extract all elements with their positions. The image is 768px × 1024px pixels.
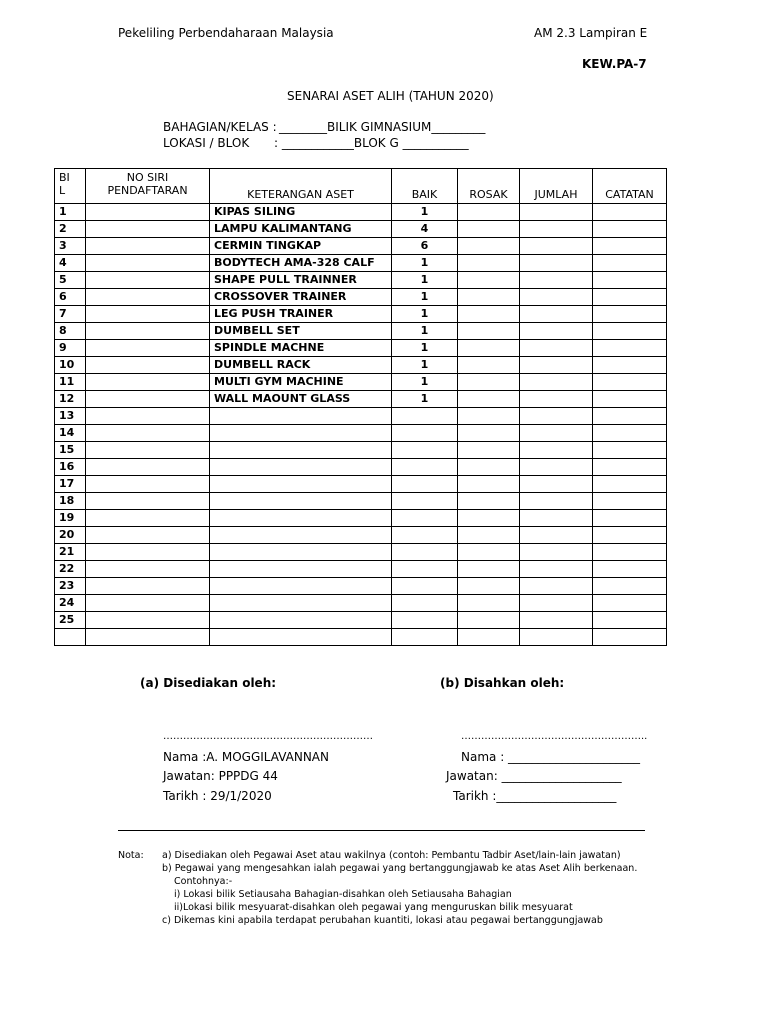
table-row — [55, 255, 667, 272]
cell-rosak — [458, 561, 520, 578]
cell-catatan — [593, 527, 667, 544]
cell-keterangan — [210, 442, 392, 459]
table-row — [55, 510, 667, 527]
cell-baik — [392, 425, 458, 442]
divider-line — [118, 830, 645, 831]
cell-keterangan — [210, 612, 392, 629]
cell-keterangan — [210, 425, 392, 442]
cell-rosak — [458, 374, 520, 391]
cell-bil: 2 — [55, 221, 86, 238]
cell-baik — [392, 459, 458, 476]
header-left: Pekeliling Perbendaharaan Malaysia — [118, 26, 334, 40]
cell-nosiri — [86, 510, 210, 527]
table-row — [55, 272, 667, 289]
table-row — [55, 238, 667, 255]
bahagian-label: BAHAGIAN/KELAS : — [163, 120, 277, 134]
table-row — [55, 408, 667, 425]
cell-nosiri — [86, 204, 210, 221]
table-header-row — [55, 169, 667, 204]
table-row — [55, 629, 667, 646]
form-code: KEW.PA-7 — [582, 57, 647, 71]
cell-jumlah — [520, 357, 593, 374]
cell-nosiri — [86, 340, 210, 357]
cell-jumlah — [520, 493, 593, 510]
cell-baik — [392, 544, 458, 561]
table-row — [55, 459, 667, 476]
cell-catatan — [593, 238, 667, 255]
table-row — [55, 340, 667, 357]
cell-jumlah — [520, 238, 593, 255]
cell-jumlah — [520, 408, 593, 425]
cell-rosak — [458, 255, 520, 272]
cell-catatan — [593, 272, 667, 289]
cell-rosak — [458, 493, 520, 510]
cell-bil — [55, 629, 86, 646]
cell-keterangan — [210, 459, 392, 476]
table-row — [55, 204, 667, 221]
cell-rosak — [458, 238, 520, 255]
cell-keterangan: DUMBELL SET — [210, 323, 392, 340]
cell-jumlah — [520, 578, 593, 595]
cell-keterangan: WALL MAOUNT GLASS — [210, 391, 392, 408]
cell-jumlah — [520, 442, 593, 459]
cell-rosak — [458, 306, 520, 323]
table-row — [55, 442, 667, 459]
cell-rosak — [458, 442, 520, 459]
cell-jumlah — [520, 425, 593, 442]
cell-catatan — [593, 408, 667, 425]
header-right: AM 2.3 Lampiran E — [534, 26, 648, 40]
lokasi-label: LOKASI / BLOK — [163, 136, 250, 150]
cell-baik — [392, 408, 458, 425]
cell-bil: 21 — [55, 544, 86, 561]
cell-baik: 1 — [392, 204, 458, 221]
cell-nosiri — [86, 612, 210, 629]
cell-bil: 9 — [55, 340, 86, 357]
cell-catatan — [593, 289, 667, 306]
cell-nosiri — [86, 476, 210, 493]
cell-nosiri — [86, 425, 210, 442]
col-nosiri — [86, 169, 210, 204]
bahagian-value: ________BILIK GIMNASIUM_________ — [279, 120, 486, 134]
verified-tarikh: Tarikh :____________________ — [453, 789, 617, 803]
prepared-nama: Nama :A. MOGGILAVANNAN — [163, 750, 329, 764]
cell-nosiri — [86, 544, 210, 561]
cell-bil: 12 — [55, 391, 86, 408]
cell-rosak — [458, 510, 520, 527]
table-row — [55, 357, 667, 374]
verified-jawatan: Jawatan: ____________________ — [446, 769, 622, 783]
cell-catatan — [593, 459, 667, 476]
nota-ii: ii)Lokasi bilik mesyuarat-disahkan oleh pegawai yang menguruskan bilik mesyuarat — [174, 902, 573, 913]
cell-catatan — [593, 510, 667, 527]
cell-rosak — [458, 527, 520, 544]
nota-b: b) Pegawai yang mengesahkan ialah pegawai yang bertanggungjawab ke atas Aset Alih berkenaan. — [162, 863, 638, 874]
cell-rosak — [458, 340, 520, 357]
cell-catatan — [593, 476, 667, 493]
cell-nosiri — [86, 527, 210, 544]
cell-rosak — [458, 476, 520, 493]
cell-bil: 6 — [55, 289, 86, 306]
cell-rosak — [458, 323, 520, 340]
cell-baik — [392, 527, 458, 544]
col-baik: BAIK — [392, 169, 458, 204]
cell-baik — [392, 595, 458, 612]
cell-rosak — [458, 629, 520, 646]
cell-bil: 10 — [55, 357, 86, 374]
cell-keterangan — [210, 493, 392, 510]
cell-bil: 23 — [55, 578, 86, 595]
prepared-tarikh: Tarikh : 29/1/2020 — [163, 789, 272, 803]
cell-catatan — [593, 425, 667, 442]
cell-rosak — [458, 289, 520, 306]
cell-keterangan — [210, 595, 392, 612]
cell-catatan — [593, 544, 667, 561]
cell-catatan — [593, 204, 667, 221]
col-rosak: ROSAK — [458, 169, 520, 204]
cell-jumlah — [520, 612, 593, 629]
cell-rosak — [458, 578, 520, 595]
table-row — [55, 289, 667, 306]
cell-jumlah — [520, 306, 593, 323]
cell-nosiri — [86, 595, 210, 612]
cell-baik — [392, 493, 458, 510]
cell-rosak — [458, 459, 520, 476]
cell-bil: 15 — [55, 442, 86, 459]
cell-catatan — [593, 391, 667, 408]
cell-bil: 19 — [55, 510, 86, 527]
col-bil — [55, 169, 86, 204]
cell-baik — [392, 561, 458, 578]
cell-catatan — [593, 323, 667, 340]
nota-label: Nota: — [118, 850, 144, 861]
col-jumlah: JUMLAH — [520, 169, 593, 204]
cell-rosak — [458, 544, 520, 561]
cell-jumlah — [520, 204, 593, 221]
page-title: SENARAI ASET ALIH (TAHUN 2020) — [287, 89, 494, 103]
cell-catatan — [593, 561, 667, 578]
table-row — [55, 612, 667, 629]
nota-a: a) Disediakan oleh Pegawai Aset atau wakilnya (contoh: Pembantu Tadbir Aset/lain-lain jawatan) — [162, 850, 621, 861]
cell-keterangan: CROSSOVER TRAINER — [210, 289, 392, 306]
cell-catatan — [593, 357, 667, 374]
cell-keterangan — [210, 629, 392, 646]
cell-catatan — [593, 493, 667, 510]
cell-rosak — [458, 272, 520, 289]
nota-c: c) Dikemas kini apabila terdapat perubahan kuantiti, lokasi atau pegawai bertanggungjawab — [162, 915, 603, 926]
table-row — [55, 323, 667, 340]
cell-catatan — [593, 221, 667, 238]
table-row — [55, 476, 667, 493]
cell-nosiri — [86, 289, 210, 306]
verified-signature-line: ……………………………………………….. — [461, 731, 648, 742]
cell-baik — [392, 476, 458, 493]
lokasi-value: : ____________BLOK G ___________ — [274, 136, 469, 150]
table-row — [55, 391, 667, 408]
cell-baik — [392, 510, 458, 527]
cell-bil: 17 — [55, 476, 86, 493]
cell-jumlah — [520, 459, 593, 476]
cell-jumlah — [520, 272, 593, 289]
cell-catatan — [593, 340, 667, 357]
table-row — [55, 527, 667, 544]
cell-rosak — [458, 357, 520, 374]
cell-nosiri — [86, 323, 210, 340]
cell-nosiri — [86, 238, 210, 255]
cell-nosiri — [86, 391, 210, 408]
cell-bil: 5 — [55, 272, 86, 289]
cell-nosiri — [86, 357, 210, 374]
cell-keterangan — [210, 544, 392, 561]
table-row — [55, 374, 667, 391]
verified-by-label: (b) Disahkan oleh: — [440, 676, 565, 690]
cell-jumlah — [520, 289, 593, 306]
prepared-signature-line: ……………………………………………………… — [163, 731, 373, 742]
cell-bil: 16 — [55, 459, 86, 476]
cell-baik — [392, 442, 458, 459]
cell-keterangan — [210, 408, 392, 425]
cell-nosiri — [86, 578, 210, 595]
cell-nosiri — [86, 255, 210, 272]
cell-baik: 1 — [392, 306, 458, 323]
verified-nama: Nama : ______________________ — [461, 750, 641, 764]
cell-jumlah — [520, 323, 593, 340]
cell-keterangan: DUMBELL RACK — [210, 357, 392, 374]
cell-jumlah — [520, 221, 593, 238]
cell-nosiri — [86, 459, 210, 476]
cell-keterangan — [210, 510, 392, 527]
cell-bil: 4 — [55, 255, 86, 272]
cell-baik: 1 — [392, 289, 458, 306]
cell-baik — [392, 578, 458, 595]
cell-jumlah — [520, 629, 593, 646]
cell-nosiri — [86, 408, 210, 425]
nota-i: i) Lokasi bilik Setiausaha Bahagian-disahkan oleh Setiausaha Bahagian — [174, 889, 512, 900]
cell-jumlah — [520, 527, 593, 544]
cell-bil: 11 — [55, 374, 86, 391]
table-row — [55, 493, 667, 510]
table-row — [55, 561, 667, 578]
asset-table — [54, 168, 667, 646]
prepared-jawatan: Jawatan: PPPDG 44 — [163, 769, 278, 783]
cell-bil: 24 — [55, 595, 86, 612]
cell-catatan — [593, 442, 667, 459]
table-row — [55, 595, 667, 612]
cell-bil: 8 — [55, 323, 86, 340]
table-row — [55, 306, 667, 323]
cell-rosak — [458, 408, 520, 425]
cell-keterangan: BODYTECH AMA-328 CALF — [210, 255, 392, 272]
cell-catatan — [593, 612, 667, 629]
cell-keterangan: CERMIN TINGKAP — [210, 238, 392, 255]
cell-bil: 13 — [55, 408, 86, 425]
cell-baik — [392, 612, 458, 629]
cell-catatan — [593, 306, 667, 323]
cell-jumlah — [520, 595, 593, 612]
cell-baik: 6 — [392, 238, 458, 255]
cell-keterangan: SHAPE PULL TRAINNER — [210, 272, 392, 289]
cell-baik: 1 — [392, 323, 458, 340]
cell-jumlah — [520, 340, 593, 357]
cell-catatan — [593, 374, 667, 391]
cell-nosiri — [86, 221, 210, 238]
cell-jumlah — [520, 391, 593, 408]
table-row — [55, 221, 667, 238]
cell-keterangan: LEG PUSH TRAINER — [210, 306, 392, 323]
cell-bil: 25 — [55, 612, 86, 629]
cell-nosiri — [86, 561, 210, 578]
cell-keterangan: LAMPU KALIMANTANG — [210, 221, 392, 238]
cell-nosiri — [86, 272, 210, 289]
cell-baik: 1 — [392, 272, 458, 289]
cell-bil: 14 — [55, 425, 86, 442]
cell-bil: 22 — [55, 561, 86, 578]
col-catatan: CATATAN — [593, 169, 667, 204]
cell-baik — [392, 629, 458, 646]
table-row — [55, 425, 667, 442]
nota-contoh: Contohnya:- — [174, 876, 233, 887]
cell-baik: 1 — [392, 374, 458, 391]
cell-bil: 18 — [55, 493, 86, 510]
cell-keterangan: SPINDLE MACHNE — [210, 340, 392, 357]
col-keterangan: KETERANGAN ASET — [210, 169, 392, 204]
cell-keterangan — [210, 578, 392, 595]
cell-keterangan — [210, 527, 392, 544]
cell-baik: 1 — [392, 357, 458, 374]
cell-rosak — [458, 425, 520, 442]
cell-jumlah — [520, 544, 593, 561]
prepared-by-label: (a) Disediakan oleh: — [140, 676, 277, 690]
cell-baik: 1 — [392, 255, 458, 272]
cell-nosiri — [86, 629, 210, 646]
cell-rosak — [458, 391, 520, 408]
cell-baik: 1 — [392, 391, 458, 408]
col-bil-line1: BI — [59, 171, 70, 184]
cell-rosak — [458, 612, 520, 629]
table-row — [55, 544, 667, 561]
cell-jumlah — [520, 374, 593, 391]
cell-baik: 4 — [392, 221, 458, 238]
cell-keterangan — [210, 476, 392, 493]
table-row — [55, 578, 667, 595]
cell-bil: 7 — [55, 306, 86, 323]
cell-catatan — [593, 595, 667, 612]
cell-keterangan: MULTI GYM MACHINE — [210, 374, 392, 391]
cell-nosiri — [86, 306, 210, 323]
cell-keterangan — [210, 561, 392, 578]
cell-nosiri — [86, 442, 210, 459]
cell-rosak — [458, 595, 520, 612]
cell-jumlah — [520, 476, 593, 493]
cell-jumlah — [520, 561, 593, 578]
col-nosiri-line1: NO SIRI — [126, 171, 169, 184]
cell-catatan — [593, 255, 667, 272]
cell-baik: 1 — [392, 340, 458, 357]
col-nosiri-line2: PENDAFTARAN — [107, 184, 188, 197]
cell-nosiri — [86, 493, 210, 510]
cell-bil: 20 — [55, 527, 86, 544]
cell-rosak — [458, 204, 520, 221]
cell-bil: 1 — [55, 204, 86, 221]
cell-rosak — [458, 221, 520, 238]
cell-catatan — [593, 578, 667, 595]
cell-keterangan: KIPAS SILING — [210, 204, 392, 221]
cell-nosiri — [86, 374, 210, 391]
cell-bil: 3 — [55, 238, 86, 255]
cell-jumlah — [520, 510, 593, 527]
col-bil-line2: L — [59, 184, 66, 197]
cell-catatan — [593, 629, 667, 646]
cell-jumlah — [520, 255, 593, 272]
